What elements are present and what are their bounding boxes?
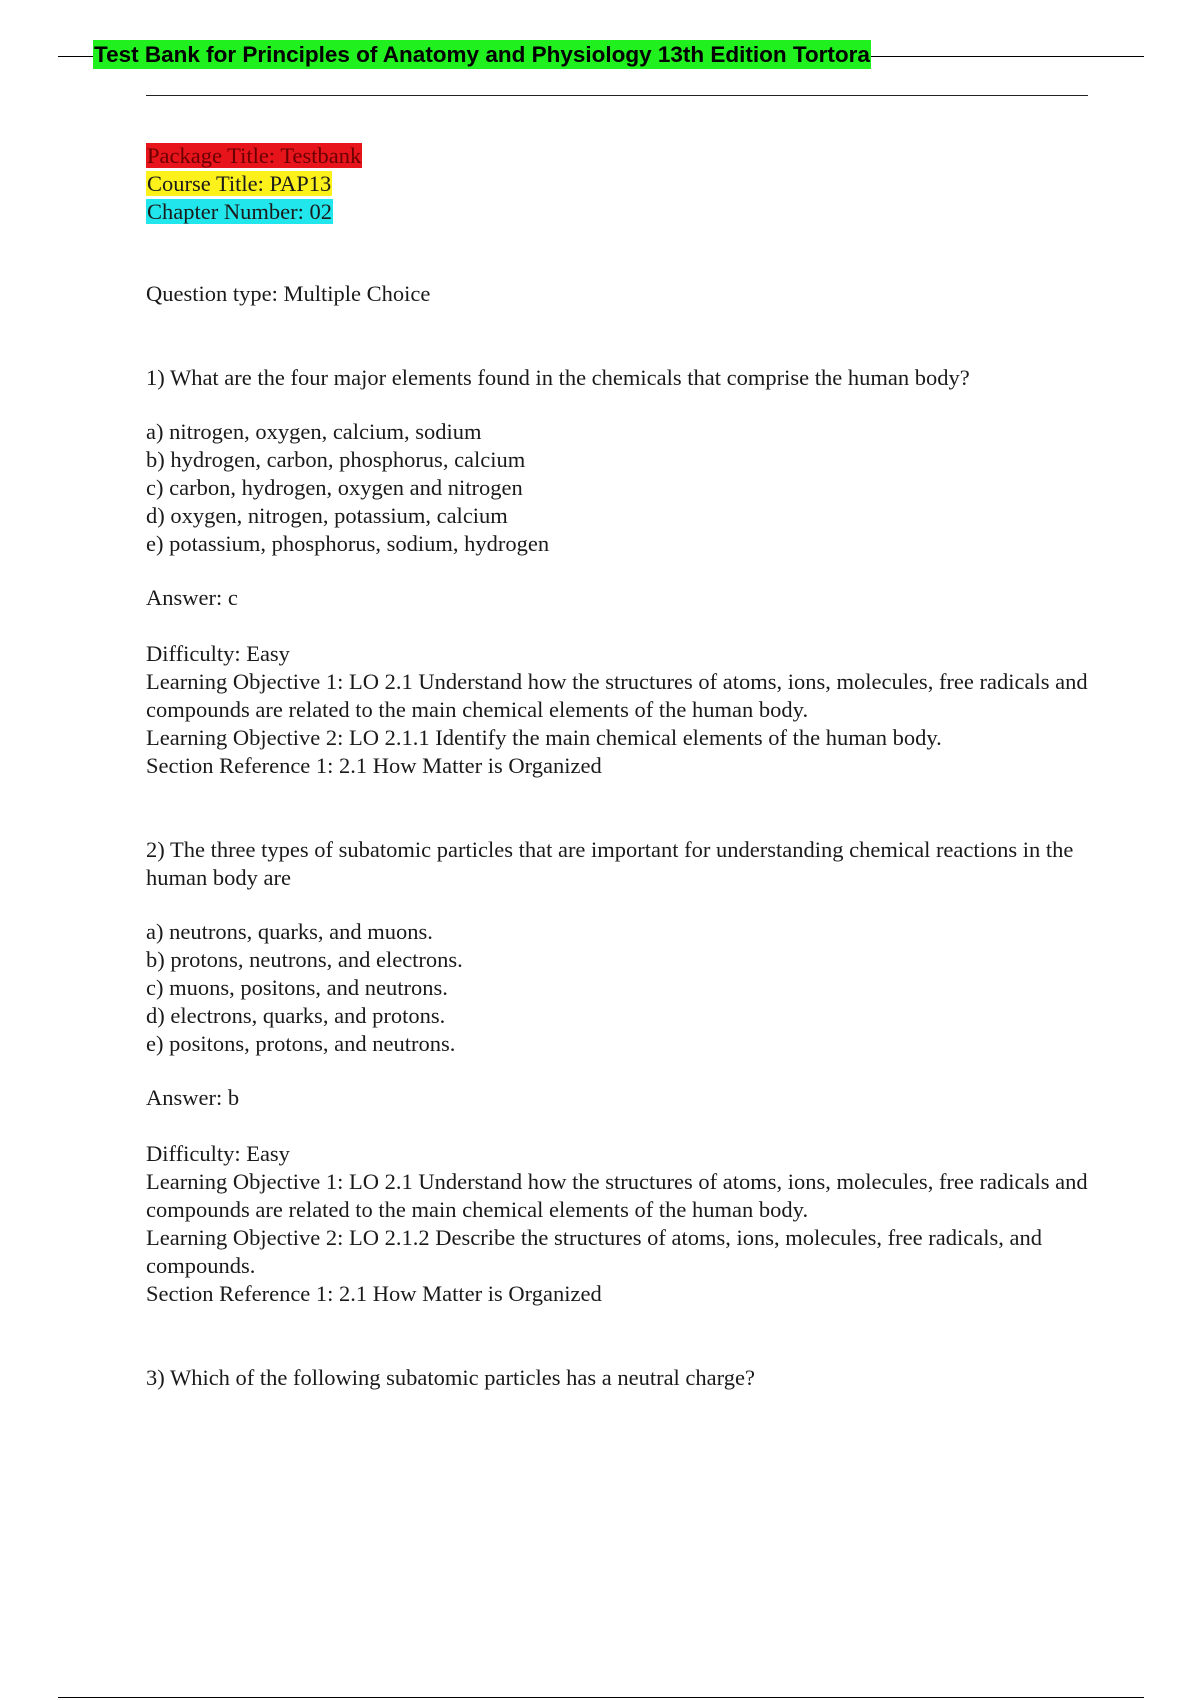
question-type: Question type: Multiple Choice	[146, 281, 431, 306]
learning-objective-2: Learning Objective 2: LO 2.1.1 Identify the main chemical elements of the human body.	[146, 725, 942, 750]
header-divider	[146, 95, 1088, 96]
option-e: e) positons, protons, and neutrons.	[146, 1031, 456, 1056]
option-d: d) electrons, quarks, and protons.	[146, 1003, 446, 1028]
learning-objective-2: Learning Objective 2: LO 2.1.2 Describe the structures of atoms, ions, molecules, free radicals, and compounds.	[146, 1225, 1042, 1278]
option-e: e) potassium, phosphorus, sodium, hydrogen	[146, 531, 550, 556]
option-list	[146, 918, 1090, 1058]
document-title: Test Bank for Principles of Anatomy and Physiology 13th Edition Tortora	[94, 42, 870, 67]
question-2	[146, 836, 1090, 1308]
course-title: Course Title: PAP13	[147, 171, 332, 196]
question-metadata	[146, 640, 1090, 780]
option-list	[146, 418, 1090, 558]
question-3	[146, 1364, 1090, 1392]
question-stem: 3) Which of the following subatomic particles has a neutral charge?	[146, 1365, 755, 1390]
question-1	[146, 364, 1090, 780]
section-reference: Section Reference 1: 2.1 How Matter is Organized	[146, 1281, 602, 1306]
answer: Answer: b	[146, 1085, 240, 1110]
package-title: Package Title: Testbank	[147, 143, 362, 168]
page-header	[58, 36, 1144, 72]
question-stem: 1) What are the four major elements found in the chemicals that comprise the human body?	[146, 365, 970, 390]
option-d: d) oxygen, nitrogen, potassium, calcium	[146, 503, 508, 528]
meta-block	[146, 142, 1090, 226]
question-metadata	[146, 1140, 1090, 1308]
option-b: b) hydrogen, carbon, phosphorus, calcium	[146, 447, 526, 472]
footer-rule	[58, 1697, 1144, 1698]
difficulty: Difficulty: Easy	[146, 1141, 290, 1166]
difficulty: Difficulty: Easy	[146, 641, 290, 666]
option-c: c) muons, positons, and neutrons.	[146, 975, 448, 1000]
answer: Answer: c	[146, 585, 238, 610]
option-a: a) neutrons, quarks, and muons.	[146, 919, 433, 944]
option-a: a) nitrogen, oxygen, calcium, sodium	[146, 419, 482, 444]
learning-objective-1: Learning Objective 1: LO 2.1 Understand how the structures of atoms, ions, molecules, free radicals and compounds are related to the main chemical elements of the human body.	[146, 1169, 1088, 1222]
option-c: c) carbon, hydrogen, oxygen and nitrogen	[146, 475, 523, 500]
document-body	[146, 142, 1090, 1392]
learning-objective-1: Learning Objective 1: LO 2.1 Understand how the structures of atoms, ions, molecules, free radicals and compounds are related to the main chemical elements of the human body.	[146, 669, 1088, 722]
section-reference: Section Reference 1: 2.1 How Matter is Organized	[146, 753, 602, 778]
question-stem: 2) The three types of subatomic particles that are important for understanding chemical reactions in the human body are	[146, 837, 1074, 890]
chapter-number: Chapter Number: 02	[147, 199, 332, 224]
option-b: b) protons, neutrons, and electrons.	[146, 947, 463, 972]
